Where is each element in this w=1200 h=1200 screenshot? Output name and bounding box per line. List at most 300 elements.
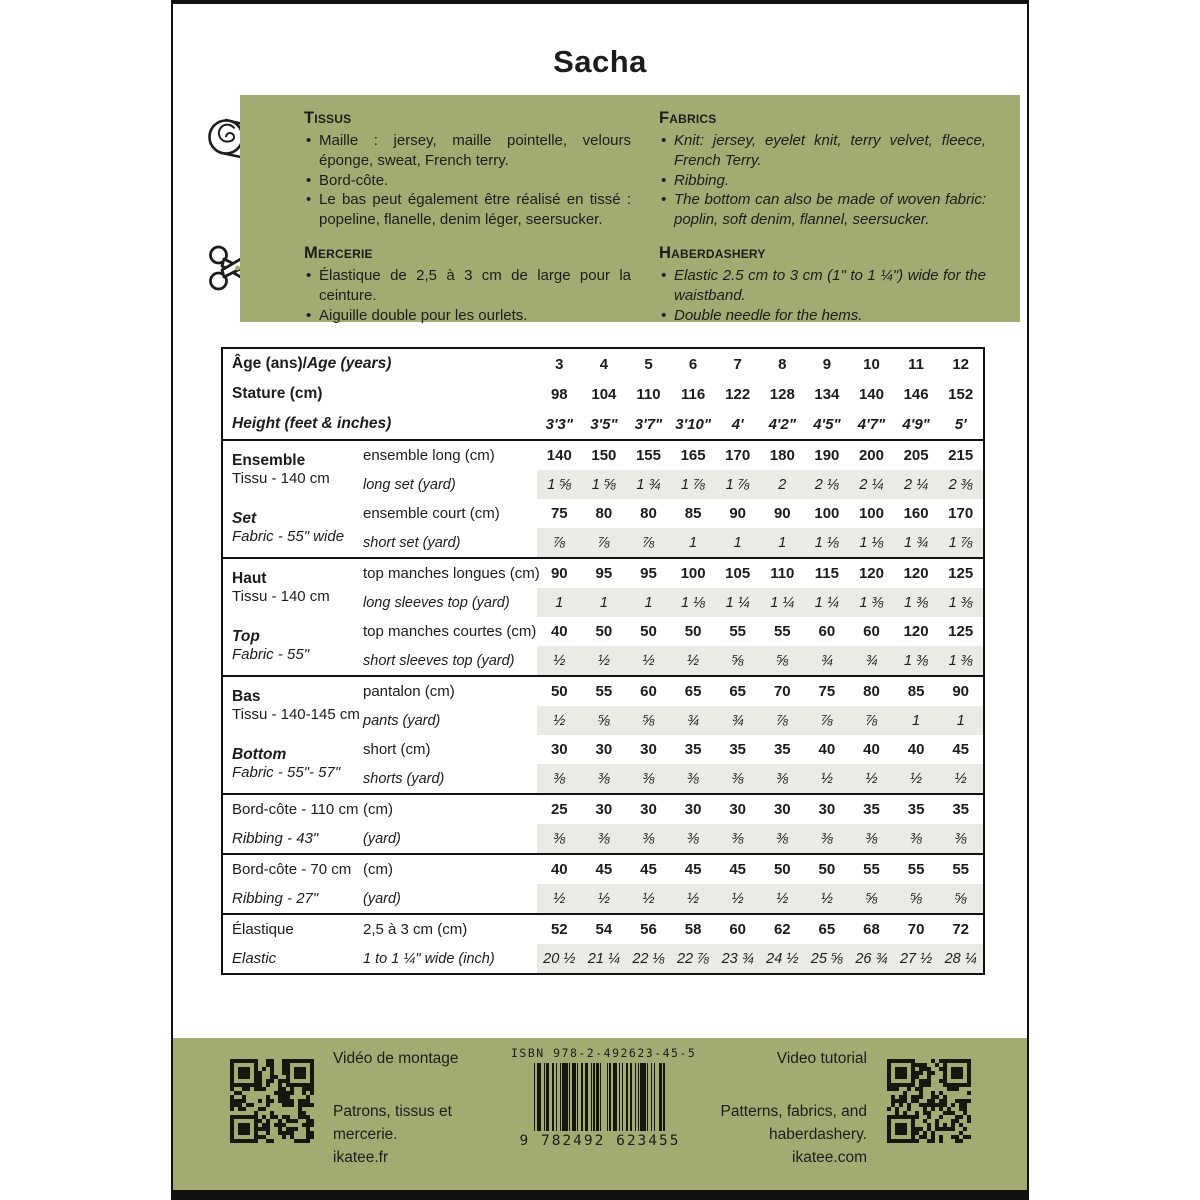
value-cell: 55 bbox=[863, 861, 880, 878]
section-label-block bbox=[232, 499, 359, 557]
value-cell: ½ bbox=[805, 764, 850, 793]
value-cell: 45 bbox=[640, 861, 657, 878]
value-cell: 30 bbox=[640, 801, 657, 818]
row-label: ensemble court (cm) bbox=[363, 505, 500, 522]
value-cell: ⅜ bbox=[849, 824, 894, 853]
value-cell: 125 bbox=[948, 565, 974, 582]
barcode-gap bbox=[665, 1063, 666, 1131]
value-cell: 80 bbox=[863, 683, 880, 700]
section-label-line: Bord-côte - 110 cm bbox=[232, 800, 359, 818]
value-cell: 1 ¼ bbox=[805, 588, 850, 617]
table-header bbox=[223, 349, 983, 439]
value-cell: 72 bbox=[952, 921, 970, 938]
value-cell: 2 ¼ bbox=[849, 470, 894, 499]
row-label: pants (yard) bbox=[363, 712, 441, 729]
value-cell: 100 bbox=[680, 565, 706, 582]
value-cell: 35 bbox=[863, 801, 880, 818]
section-label-block bbox=[232, 677, 359, 735]
page-right-border bbox=[1027, 0, 1029, 1200]
value-cell: ⅜ bbox=[715, 764, 760, 793]
section-label-block bbox=[232, 735, 359, 793]
value-cell: 23 ¾ bbox=[715, 944, 760, 973]
tagline-line: Patterns, fabrics, and bbox=[720, 1103, 867, 1120]
value-cell: 45 bbox=[595, 861, 613, 878]
fabrics-list-fr bbox=[304, 131, 631, 231]
value-cell: 55 bbox=[729, 623, 747, 640]
row-label: (yard) bbox=[363, 830, 401, 847]
value-cell: 1 bbox=[760, 528, 805, 557]
value-cell: 1 ¾ bbox=[626, 470, 671, 499]
value-cell: 30 bbox=[550, 741, 568, 758]
footer-band bbox=[173, 1038, 1027, 1190]
value-cell: ⅜ bbox=[626, 824, 671, 853]
value-cell: 200 bbox=[858, 447, 884, 464]
stature-value: 110 bbox=[636, 385, 661, 403]
section-label-line: Top bbox=[232, 628, 260, 646]
age-value: 9 bbox=[822, 355, 832, 373]
section-label-line: Fabric - 55"- 57" bbox=[232, 764, 341, 782]
value-cell: 1 ⅝ bbox=[582, 470, 627, 499]
value-cell: 155 bbox=[635, 447, 661, 464]
section-label-line: Ribbing - 27" bbox=[232, 889, 319, 907]
age-value: 4 bbox=[599, 355, 609, 373]
value-cell: 65 bbox=[684, 683, 702, 700]
height-value: 3'3" bbox=[545, 415, 573, 433]
value-cell: 2 ¼ bbox=[894, 470, 939, 499]
value-cell: ½ bbox=[582, 646, 627, 675]
section-label-block bbox=[232, 915, 359, 944]
barcode-digits: 9 782492 623455 bbox=[519, 1133, 681, 1149]
value-cell: 1 ⅜ bbox=[894, 646, 939, 675]
value-cell: ⅜ bbox=[582, 764, 627, 793]
value-cell: 75 bbox=[818, 683, 836, 700]
row-label: shorts (yard) bbox=[363, 770, 445, 787]
value-cell: 1 ⅞ bbox=[715, 470, 760, 499]
video-tutorial-label-en: Video tutorial bbox=[776, 1050, 867, 1067]
section-label-line: Bas bbox=[232, 688, 261, 706]
section-label-line: Ribbing - 43" bbox=[232, 829, 319, 847]
value-cell: 25 ⅝ bbox=[805, 944, 850, 973]
tagline-line: haberdashery. bbox=[769, 1126, 867, 1143]
value-cell: 40 bbox=[863, 741, 880, 758]
value-cell: 55 bbox=[773, 623, 791, 640]
section-label-line: Haut bbox=[232, 570, 267, 588]
value-cell: 1 bbox=[938, 706, 983, 735]
value-cell: ½ bbox=[626, 646, 671, 675]
row-label: long sleeves top (yard) bbox=[363, 594, 510, 611]
value-cell: ⅜ bbox=[582, 824, 627, 853]
size-chart-table bbox=[221, 347, 985, 975]
row-label: (cm) bbox=[363, 861, 393, 878]
age-value: 7 bbox=[733, 355, 742, 373]
value-cell: 75 bbox=[550, 505, 568, 522]
notions-list-en bbox=[659, 266, 986, 326]
value-cell: 190 bbox=[814, 447, 840, 464]
value-cell: 30 bbox=[684, 801, 702, 818]
value-cell: 50 bbox=[640, 623, 657, 640]
value-cell: ½ bbox=[537, 706, 582, 735]
value-cell: ⅜ bbox=[938, 824, 983, 853]
value-cell: 21 ¼ bbox=[582, 944, 627, 973]
stature-value: 122 bbox=[725, 385, 751, 403]
value-cell: ½ bbox=[805, 884, 850, 913]
value-cell: 80 bbox=[640, 505, 657, 522]
value-cell: ⅞ bbox=[626, 528, 671, 557]
height-value: 4'9" bbox=[902, 415, 930, 433]
age-value: 10 bbox=[863, 355, 880, 373]
bullet-item: • Bord-côte. bbox=[304, 171, 631, 191]
value-cell: 22 ⅛ bbox=[626, 944, 671, 973]
value-cell: ½ bbox=[760, 884, 805, 913]
value-cell: 65 bbox=[729, 683, 747, 700]
tagline-line: ikatee.com bbox=[792, 1149, 867, 1166]
page-top-border bbox=[171, 0, 1029, 4]
value-cell: 105 bbox=[725, 565, 751, 582]
isbn-text: ISBN 978-2-492623-45-5 bbox=[511, 1046, 697, 1060]
value-cell: 55 bbox=[595, 683, 613, 700]
section-label bbox=[223, 915, 359, 973]
value-cell: 70 bbox=[773, 683, 791, 700]
value-cell: ½ bbox=[537, 884, 582, 913]
value-cell: 1 bbox=[537, 588, 582, 617]
bullet-item: • Elastic 2.5 cm to 3 cm (1" to 1 ¼") wide for the waistband. bbox=[659, 266, 986, 306]
bullet-item: • Ribbing. bbox=[659, 171, 986, 191]
value-cell: ¾ bbox=[715, 706, 760, 735]
value-cell: 1 ⅜ bbox=[849, 588, 894, 617]
value-cell: 95 bbox=[595, 565, 613, 582]
value-cell: ½ bbox=[938, 764, 983, 793]
page-bottom-border bbox=[171, 1190, 1029, 1200]
stature-value: 104 bbox=[591, 385, 617, 403]
section-label-line: Tissu - 140-145 cm bbox=[232, 706, 360, 724]
value-cell: 1 ⅛ bbox=[849, 528, 894, 557]
value-cell: 170 bbox=[948, 505, 974, 522]
value-cell: 62 bbox=[773, 921, 791, 938]
value-cell: 50 bbox=[818, 861, 836, 878]
value-cell: 2 ⅛ bbox=[805, 470, 850, 499]
value-cell: 35 bbox=[907, 801, 925, 818]
qr-code-fr bbox=[230, 1059, 318, 1147]
materials-english-column bbox=[659, 108, 986, 324]
value-cell: 2 ⅜ bbox=[938, 470, 983, 499]
value-cell: ¾ bbox=[671, 706, 716, 735]
height-value: 5' bbox=[954, 415, 967, 433]
height-value: 4' bbox=[731, 415, 744, 433]
value-cell: 30 bbox=[595, 741, 613, 758]
row-label: long set (yard) bbox=[363, 476, 456, 493]
table-section bbox=[223, 675, 983, 793]
value-cell: 180 bbox=[769, 447, 795, 464]
section-label-line: Tissu - 140 cm bbox=[232, 470, 330, 488]
section-label-line: Elastic bbox=[232, 949, 277, 967]
row-label: short sleeves top (yard) bbox=[363, 652, 515, 669]
bullet-item: • Le bas peut également être réalisé en tissé : popeline, flanelle, denim léger, seersucker. bbox=[304, 190, 631, 230]
value-cell: 26 ¾ bbox=[849, 944, 894, 973]
value-cell: ⅝ bbox=[715, 646, 760, 675]
fabrics-heading-en: Fabrics bbox=[659, 109, 717, 127]
value-cell: 24 ½ bbox=[760, 944, 805, 973]
value-cell: 100 bbox=[858, 505, 884, 522]
age-value: 8 bbox=[778, 355, 787, 373]
row-label: (yard) bbox=[363, 890, 401, 907]
section-label-block bbox=[232, 617, 359, 675]
value-cell: ⅜ bbox=[805, 824, 850, 853]
value-cell: ⅜ bbox=[671, 824, 716, 853]
value-cell: 35 bbox=[773, 741, 791, 758]
value-cell: 115 bbox=[814, 565, 839, 582]
height-value: 4'2" bbox=[768, 415, 796, 433]
qr-code-en bbox=[887, 1059, 975, 1147]
value-cell: 55 bbox=[952, 861, 970, 878]
height-value: 4'5" bbox=[813, 415, 841, 433]
bullet-item: • Double needle for the hems. bbox=[659, 306, 986, 326]
value-cell: 85 bbox=[907, 683, 925, 700]
value-cell: 70 bbox=[907, 921, 925, 938]
value-cell: ⅝ bbox=[626, 706, 671, 735]
value-cell: 1 ⅝ bbox=[537, 470, 582, 499]
section-label-block bbox=[232, 944, 359, 973]
stature-value: 134 bbox=[814, 385, 840, 403]
section-label bbox=[223, 559, 359, 675]
value-cell: ⅞ bbox=[582, 528, 627, 557]
bullet-item: • The bottom can also be made of woven fabric: poplin, soft denim, flannel, seersucker. bbox=[659, 190, 986, 230]
row-label: 1 to 1 ¼" wide (inch) bbox=[363, 950, 495, 967]
row-label: 2,5 à 3 cm (cm) bbox=[363, 921, 468, 938]
value-cell: 100 bbox=[814, 505, 840, 522]
age-value: 11 bbox=[908, 355, 925, 373]
tagline-fr bbox=[333, 1100, 452, 1169]
section-label-block bbox=[232, 884, 359, 913]
tagline-en bbox=[721, 1100, 867, 1169]
value-cell: 30 bbox=[818, 801, 836, 818]
height-value: 4'7" bbox=[857, 415, 886, 433]
value-cell: 95 bbox=[640, 565, 657, 582]
section-label-line: Tissu - 140 cm bbox=[232, 588, 330, 606]
value-cell: ⅝ bbox=[894, 884, 939, 913]
barcode-bars bbox=[511, 1063, 689, 1131]
section-label-line: Élastique bbox=[232, 920, 294, 938]
value-cell: 1 ⅛ bbox=[805, 528, 850, 557]
section-label bbox=[223, 677, 359, 793]
value-cell: 40 bbox=[907, 741, 925, 758]
value-cell: 1 ⅜ bbox=[938, 588, 983, 617]
fabrics-heading-fr: Tissus bbox=[304, 109, 352, 127]
notions-heading-en: Haberdashery bbox=[659, 244, 766, 263]
value-cell: ½ bbox=[626, 884, 671, 913]
value-cell: ½ bbox=[894, 764, 939, 793]
value-cell: 45 bbox=[952, 741, 970, 758]
bullet-item: • Maille : jersey, maille pointelle, velours éponge, sweat, French terry. bbox=[304, 131, 631, 171]
section-label-line: Bord-côte - 70 cm bbox=[232, 860, 352, 878]
value-cell: 120 bbox=[903, 623, 929, 640]
tagline-line: Patrons, tissus et bbox=[333, 1103, 452, 1120]
value-cell: 60 bbox=[640, 683, 657, 700]
value-cell: 120 bbox=[858, 565, 884, 582]
value-cell: ¾ bbox=[805, 646, 850, 675]
section-label-block bbox=[232, 824, 359, 853]
header-age-label: Âge (ans) / Age (years) bbox=[232, 355, 392, 372]
value-cell: ⅜ bbox=[537, 764, 582, 793]
notions-heading-fr: Mercerie bbox=[304, 244, 373, 263]
materials-info-box bbox=[240, 95, 1020, 322]
value-cell: 30 bbox=[773, 801, 791, 818]
pattern-name: Sacha bbox=[553, 44, 647, 79]
table-section bbox=[223, 913, 983, 973]
value-cell: 30 bbox=[729, 801, 747, 818]
value-cell: 1 ⅞ bbox=[938, 528, 983, 557]
value-cell: 90 bbox=[952, 683, 970, 700]
value-cell: 50 bbox=[773, 861, 791, 878]
table-section bbox=[223, 557, 983, 675]
section-label-line: Fabric - 55" wide bbox=[232, 528, 345, 546]
row-label: (cm) bbox=[363, 801, 393, 818]
bullet-item: • Élastique de 2,5 à 3 cm de large pour la ceinture. bbox=[304, 266, 631, 306]
value-cell: ⅞ bbox=[849, 706, 894, 735]
value-cell: 30 bbox=[595, 801, 613, 818]
value-cell: 28 ¼ bbox=[938, 944, 983, 973]
row-label: top manches longues (cm) bbox=[363, 565, 540, 582]
value-cell: ½ bbox=[715, 884, 760, 913]
page-left-border bbox=[171, 0, 173, 1200]
value-cell: 60 bbox=[863, 623, 880, 640]
value-cell: 54 bbox=[595, 921, 613, 938]
value-cell: 90 bbox=[729, 505, 747, 522]
value-cell: 22 ⅞ bbox=[671, 944, 716, 973]
section-label-block bbox=[232, 795, 359, 824]
stature-value: 152 bbox=[948, 385, 974, 403]
ean-barcode bbox=[511, 1046, 697, 1149]
value-cell: ⅜ bbox=[760, 824, 805, 853]
value-cell: 65 bbox=[818, 921, 836, 938]
value-cell: ¾ bbox=[849, 646, 894, 675]
value-cell: ½ bbox=[537, 646, 582, 675]
value-cell: 1 ¾ bbox=[894, 528, 939, 557]
value-cell: 45 bbox=[729, 861, 747, 878]
value-cell: ⅞ bbox=[760, 706, 805, 735]
value-cell: 90 bbox=[773, 505, 791, 522]
table-section bbox=[223, 439, 983, 557]
value-cell: 30 bbox=[640, 741, 657, 758]
value-cell: 45 bbox=[684, 861, 702, 878]
value-cell: 1 bbox=[894, 706, 939, 735]
value-cell: 215 bbox=[948, 447, 974, 464]
section-label-block bbox=[232, 441, 359, 499]
value-cell: 85 bbox=[684, 505, 702, 522]
section-label-block bbox=[232, 559, 359, 617]
value-cell: 170 bbox=[725, 447, 751, 464]
value-cell: 1 ¼ bbox=[715, 588, 760, 617]
fabrics-list-en bbox=[659, 131, 986, 231]
value-cell: ⅝ bbox=[849, 884, 894, 913]
height-value: 3'10" bbox=[675, 415, 711, 433]
value-cell: 1 ⅛ bbox=[671, 588, 716, 617]
section-label bbox=[223, 855, 359, 913]
value-cell: 27 ½ bbox=[894, 944, 939, 973]
row-label: ensemble long (cm) bbox=[363, 447, 495, 464]
age-value: 5 bbox=[644, 355, 653, 373]
value-cell: 50 bbox=[550, 683, 568, 700]
value-cell: 40 bbox=[818, 741, 836, 758]
bullet-item: • Knit: jersey, eyelet knit, terry velvet, fleece, French Terry. bbox=[659, 131, 986, 171]
stature-value: 146 bbox=[903, 385, 929, 403]
value-cell: 2 bbox=[760, 470, 805, 499]
tagline-line: ikatee.fr bbox=[333, 1149, 389, 1166]
value-cell: ⅜ bbox=[537, 824, 582, 853]
value-cell: 160 bbox=[903, 505, 929, 522]
value-cell: ⅜ bbox=[715, 824, 760, 853]
section-label-line: Set bbox=[232, 510, 257, 528]
value-cell: 1 ⅜ bbox=[894, 588, 939, 617]
stature-value: 128 bbox=[769, 385, 795, 403]
value-cell: ⅝ bbox=[582, 706, 627, 735]
value-cell: 120 bbox=[903, 565, 929, 582]
value-cell: 80 bbox=[595, 505, 613, 522]
materials-french-column bbox=[304, 108, 631, 324]
table-section bbox=[223, 853, 983, 913]
row-label: short set (yard) bbox=[363, 534, 461, 551]
value-cell: 35 bbox=[684, 741, 702, 758]
value-cell: ⅞ bbox=[537, 528, 582, 557]
section-label-block bbox=[232, 855, 359, 884]
value-cell: 110 bbox=[770, 565, 795, 582]
value-cell: 55 bbox=[907, 861, 925, 878]
value-cell: 205 bbox=[903, 447, 929, 464]
value-cell: ⅜ bbox=[626, 764, 671, 793]
value-cell: 40 bbox=[550, 861, 568, 878]
value-cell: ⅝ bbox=[760, 646, 805, 675]
age-value: 12 bbox=[952, 355, 970, 373]
section-label-line: Ensemble bbox=[232, 452, 306, 470]
value-cell: 125 bbox=[948, 623, 974, 640]
age-value: 6 bbox=[688, 355, 698, 373]
value-cell: 1 bbox=[626, 588, 671, 617]
value-cell: 60 bbox=[729, 921, 747, 938]
notions-list-fr bbox=[304, 266, 631, 326]
row-label: short (cm) bbox=[363, 741, 431, 758]
value-cell: 1 bbox=[715, 528, 760, 557]
header-stature-label: Stature (cm) bbox=[232, 385, 323, 402]
value-cell: 1 ¼ bbox=[760, 588, 805, 617]
value-cell: ⅝ bbox=[938, 884, 983, 913]
value-cell: 50 bbox=[595, 623, 613, 640]
value-cell: 150 bbox=[591, 447, 617, 464]
height-value: 3'5" bbox=[590, 415, 618, 433]
value-cell: 35 bbox=[952, 801, 970, 818]
value-cell: 40 bbox=[550, 623, 568, 640]
age-value: 3 bbox=[555, 355, 564, 373]
value-cell: 90 bbox=[550, 565, 568, 582]
value-cell: ½ bbox=[671, 646, 716, 675]
row-label: top manches courtes (cm) bbox=[363, 623, 537, 640]
section-label bbox=[223, 441, 359, 557]
value-cell: 52 bbox=[550, 921, 568, 938]
value-cell: 50 bbox=[684, 623, 702, 640]
stature-value: 140 bbox=[858, 385, 884, 403]
value-cell: 60 bbox=[818, 623, 836, 640]
value-cell: 1 bbox=[671, 528, 716, 557]
tagline-line: mercerie. bbox=[333, 1126, 398, 1143]
value-cell: 140 bbox=[546, 447, 572, 464]
bullet-item: • Aiguille double pour les ourlets. bbox=[304, 306, 631, 326]
header-height-label: Height (feet & inches) bbox=[232, 415, 392, 432]
stature-value: 98 bbox=[550, 385, 568, 403]
value-cell: ½ bbox=[671, 884, 716, 913]
value-cell: ⅜ bbox=[894, 824, 939, 853]
value-cell: ⅜ bbox=[760, 764, 805, 793]
table-section bbox=[223, 793, 983, 853]
video-tutorial-label-fr: Vidéo de montage bbox=[333, 1050, 459, 1067]
value-cell: 25 bbox=[550, 801, 568, 818]
